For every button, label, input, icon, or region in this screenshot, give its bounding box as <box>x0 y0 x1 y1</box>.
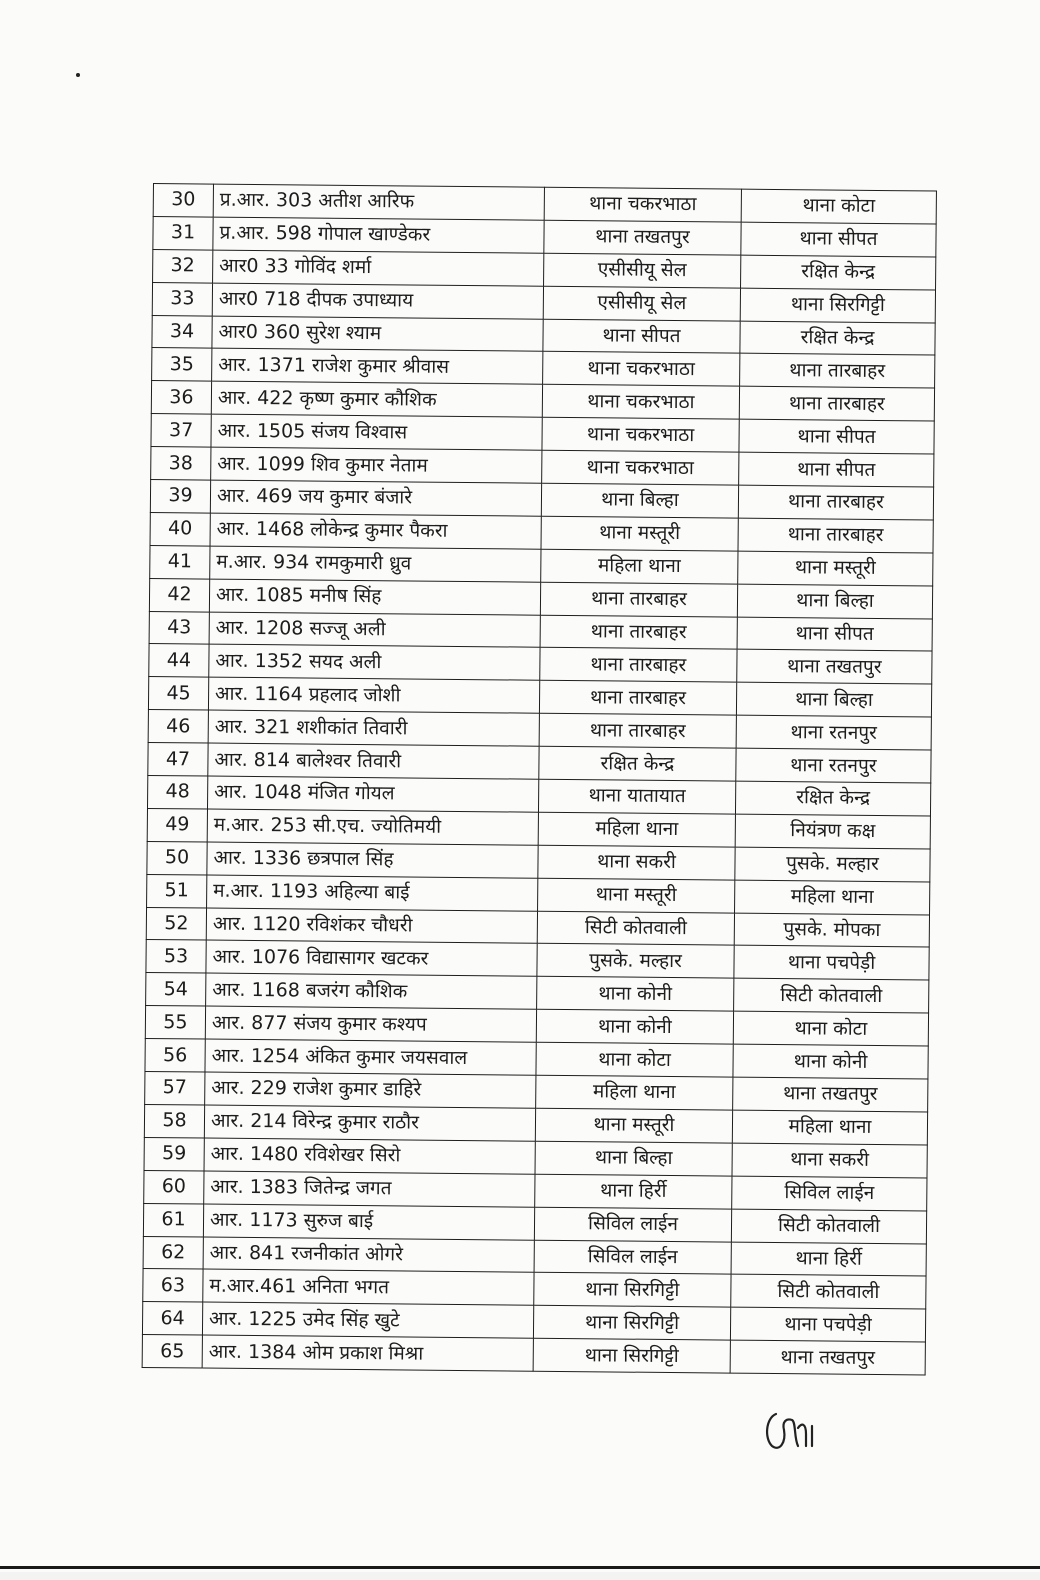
from-station-cell: थाना कोनी <box>537 977 734 1012</box>
serial-number-cell: 47 <box>148 743 208 776</box>
from-station-cell: थाना तखतपुर <box>544 220 741 255</box>
to-station-cell: महिला थाना <box>732 1110 927 1145</box>
from-station-cell: थाना बिल्हा <box>535 1141 732 1176</box>
to-station-cell: थाना तखतपुर <box>733 1077 928 1112</box>
from-station-cell: थाना कोनी <box>536 1009 733 1044</box>
employee-name-cell: आर. 1085 मनीष सिंह <box>209 579 540 615</box>
serial-number-cell: 39 <box>150 480 210 513</box>
to-station-cell: रक्षित केन्द्र <box>740 321 935 356</box>
to-station-cell: थाना तारबाहर <box>738 518 933 553</box>
serial-number-cell: 43 <box>149 611 209 644</box>
from-station-cell: थाना सकरी <box>538 845 735 880</box>
from-station-cell: सिविल लाईन <box>534 1240 731 1275</box>
from-station-cell: थाना चकरभाठा <box>544 187 741 222</box>
employee-name-cell: आर. 1336 छत्रपाल सिंह <box>207 842 538 878</box>
from-station-cell: थाना मस्तूरी <box>538 878 735 913</box>
from-station-cell: थाना तारबाहर <box>539 681 736 716</box>
serial-number-cell: 37 <box>151 414 211 447</box>
serial-number-cell: 45 <box>148 677 208 710</box>
to-station-cell: नियंत्रण कक्ष <box>735 814 930 849</box>
to-station-cell: थाना कोनी <box>733 1044 928 1079</box>
serial-number-cell: 42 <box>149 578 209 611</box>
employee-name-cell: आर0 360 सुरेश श्याम <box>212 316 543 352</box>
from-station-cell: थाना यातायात <box>538 779 735 814</box>
from-station-cell: थाना हिर्री <box>535 1174 732 1209</box>
employee-name-cell: म.आर. 1193 अहिल्या बाई <box>207 875 538 911</box>
from-station-cell: थाना सिरगिट्टी <box>534 1273 731 1308</box>
employee-name-cell: आर. 1099 शिव कुमार नेताम <box>211 447 542 483</box>
serial-number-cell: 51 <box>147 874 207 907</box>
employee-name-cell: आर. 229 राजेश कुमार डाहिरे <box>205 1072 536 1108</box>
from-station-cell: थाना चकरभाठा <box>543 352 740 387</box>
from-station-cell: सिटी कोतवाली <box>537 911 734 946</box>
to-station-cell: थाना बिल्हा <box>737 584 932 619</box>
from-station-cell: थाना कोटा <box>536 1042 733 1077</box>
to-station-cell: थाना हिर्री <box>731 1242 926 1277</box>
to-station-cell: थाना पचपेड़ी <box>730 1307 925 1342</box>
employee-name-cell: आर. 841 रजनीकांत ओगरे <box>203 1237 534 1273</box>
to-station-cell: थाना सीपत <box>739 419 934 454</box>
serial-number-cell: 64 <box>142 1302 202 1335</box>
to-station-cell: महिला थाना <box>735 880 930 915</box>
from-station-cell: थाना मस्तूरी <box>535 1108 732 1143</box>
employee-name-cell: आर. 1173 सुरुज बाई <box>203 1204 534 1240</box>
from-station-cell: रक्षित केन्द्र <box>539 746 736 781</box>
to-station-cell: पुसके. मोपका <box>734 913 929 948</box>
from-station-cell: थाना चकरभाठा <box>542 417 739 452</box>
from-station-cell: थाना तारबाहर <box>540 615 737 650</box>
serial-number-cell: 56 <box>145 1039 205 1072</box>
serial-number-cell: 65 <box>142 1335 202 1368</box>
employee-name-cell: म.आर. 253 सी.एच. ज्योतिमयी <box>207 809 538 845</box>
to-station-cell: थाना कोटा <box>733 1011 928 1046</box>
serial-number-cell: 32 <box>153 249 213 282</box>
to-station-cell: थाना तारबाहर <box>738 485 933 520</box>
from-station-cell: थाना बिल्हा <box>541 483 738 518</box>
from-station-cell: थाना सिरगिट्टी <box>533 1305 730 1340</box>
serial-number-cell: 58 <box>144 1104 204 1137</box>
to-station-cell: थाना कोटा <box>741 189 936 224</box>
employee-name-cell: आर. 1505 संजय विश्वास <box>211 414 542 450</box>
to-station-cell: थाना तखतपुर <box>730 1340 925 1375</box>
to-station-cell: थाना रतनपुर <box>736 748 931 783</box>
serial-number-cell: 50 <box>147 841 207 874</box>
stray-mark <box>76 73 80 77</box>
employee-name-cell: आर. 469 जय कुमार बंजारे <box>210 480 541 516</box>
transfer-table <box>142 183 937 1376</box>
employee-name-cell: आर. 321 शशीकांत तिवारी <box>208 710 539 746</box>
employee-name-cell: म.आर. 934 रामकुमारी ध्रुव <box>210 546 541 582</box>
from-station-cell: थाना चकरभाठा <box>542 385 739 420</box>
serial-number-cell: 52 <box>146 907 206 940</box>
serial-number-cell: 33 <box>152 282 212 315</box>
employee-name-cell: म.आर.461 अनिता भगत <box>203 1269 534 1305</box>
serial-number-cell: 31 <box>153 216 213 249</box>
to-station-cell: थाना मस्तूरी <box>738 551 933 586</box>
from-station-cell: सिविल लाईन <box>534 1207 731 1242</box>
employee-name-cell: आर. 1164 प्रहलाद जोशी <box>208 677 539 713</box>
from-station-cell: थाना मस्तूरी <box>541 516 738 551</box>
to-station-cell: थाना तारबाहर <box>740 354 935 389</box>
from-station-cell: महिला थाना <box>538 812 735 847</box>
serial-number-cell: 49 <box>147 808 207 841</box>
from-station-cell: थाना तारबाहर <box>540 582 737 617</box>
to-station-cell: थाना सीपत <box>737 617 932 652</box>
employee-name-cell: आर. 814 बालेश्वर तिवारी <box>208 743 539 779</box>
serial-number-cell: 44 <box>149 644 209 677</box>
serial-number-cell: 60 <box>144 1170 204 1203</box>
from-station-cell: महिला थाना <box>536 1075 733 1110</box>
to-station-cell: रक्षित केन्द्र <box>735 781 930 816</box>
serial-number-cell: 34 <box>152 315 212 348</box>
to-station-cell: पुसके. मल्हार <box>735 847 930 882</box>
to-station-cell: सिटी कोतवाली <box>731 1274 926 1309</box>
serial-number-cell: 61 <box>143 1203 203 1236</box>
signature-mark <box>762 1408 822 1454</box>
serial-number-cell: 30 <box>153 184 213 217</box>
to-station-cell: थाना रतनपुर <box>736 715 931 750</box>
serial-number-cell: 53 <box>146 940 206 973</box>
to-station-cell: रक्षित केन्द्र <box>741 255 936 290</box>
to-station-cell: सिटी कोतवाली <box>731 1209 926 1244</box>
serial-number-cell: 40 <box>150 512 210 545</box>
serial-number-cell: 57 <box>145 1072 205 1105</box>
employee-name-cell: आर. 214 विरेन्द्र कुमार राठौर <box>204 1105 535 1141</box>
to-station-cell: थाना सकरी <box>732 1143 927 1178</box>
to-station-cell: थाना सीपत <box>739 452 934 487</box>
employee-name-cell: आर. 1384 ओम प्रकाश मिश्रा <box>202 1335 533 1371</box>
bottom-border <box>0 1566 1040 1569</box>
employee-name-cell: प्र.आर. 303 अतीश आरिफ <box>213 184 544 220</box>
employee-name-cell: प्र.आर. 598 गोपाल खाण्डेकर <box>213 217 544 253</box>
employee-name-cell: आर. 1480 रविशेखर सिरो <box>204 1138 535 1174</box>
serial-number-cell: 46 <box>148 710 208 743</box>
serial-number-cell: 41 <box>150 545 210 578</box>
employee-name-cell: आर. 1168 बजरंग कौशिक <box>206 973 537 1009</box>
to-station-cell: थाना सिरगिट्टी <box>740 288 935 323</box>
employee-name-cell: आर. 1048 मंजित गोयल <box>207 776 538 812</box>
employee-name-cell: आर. 1208 सज्जू अली <box>209 612 540 648</box>
serial-number-cell: 55 <box>145 1006 205 1039</box>
employee-name-cell: आर. 1254 अंकित कुमार जयसवाल <box>205 1039 536 1075</box>
serial-number-cell: 59 <box>144 1137 204 1170</box>
from-station-cell: थाना सिरगिट्टी <box>533 1338 730 1373</box>
serial-number-cell: 62 <box>143 1236 203 1269</box>
employee-name-cell: आर. 1225 उमेद सिंह खुटे <box>202 1302 533 1338</box>
employee-name-cell: आर. 1468 लोकेन्द्र कुमार पैकरा <box>210 513 541 549</box>
serial-number-cell: 36 <box>151 381 211 414</box>
from-station-cell: पुसके. मल्हार <box>537 944 734 979</box>
employee-name-cell: आर. 877 संजय कुमार कश्यप <box>205 1006 536 1042</box>
to-station-cell: थाना तारबाहर <box>739 386 934 421</box>
from-station-cell: महिला थाना <box>541 549 738 584</box>
from-station-cell: थाना सीपत <box>543 319 740 354</box>
serial-number-cell: 38 <box>151 447 211 480</box>
from-station-cell: थाना चकरभाठा <box>542 450 739 485</box>
employee-name-cell: आर0 718 दीपक उपाध्याय <box>212 283 543 319</box>
table-body <box>142 184 936 1376</box>
to-station-cell: सिटी कोतवाली <box>734 978 929 1013</box>
employee-name-cell: आर0 33 गोविंद शर्मा <box>213 250 544 286</box>
employee-name-cell: आर. 422 कृष्ण कुमार कौशिक <box>211 381 542 417</box>
from-station-cell: थाना तारबाहर <box>539 713 736 748</box>
to-station-cell: थाना बिल्हा <box>736 682 931 717</box>
to-station-cell: थाना सीपत <box>741 222 936 257</box>
serial-number-cell: 54 <box>146 973 206 1006</box>
from-station-cell: थाना तारबाहर <box>540 648 737 683</box>
from-station-cell: एसीसीयू सेल <box>543 286 740 321</box>
employee-name-cell: आर. 1120 रविशंकर चौधरी <box>206 908 537 944</box>
from-station-cell: एसीसीयू सेल <box>544 253 741 288</box>
table-row <box>142 1335 925 1375</box>
employee-name-cell: आर. 1076 विद्यासागर खटकर <box>206 941 537 977</box>
serial-number-cell: 63 <box>143 1269 203 1302</box>
to-station-cell: थाना पचपेड़ी <box>734 946 929 981</box>
to-station-cell: सिविल लाईन <box>732 1176 927 1211</box>
to-station-cell: थाना तखतपुर <box>737 650 932 685</box>
employee-name-cell: आर. 1383 जितेन्द्र जगत <box>204 1171 535 1207</box>
serial-number-cell: 35 <box>152 348 212 381</box>
employee-name-cell: आर. 1371 राजेश कुमार श्रीवास <box>212 349 543 385</box>
employee-name-cell: आर. 1352 सयद अली <box>209 645 540 681</box>
serial-number-cell: 48 <box>147 776 207 809</box>
